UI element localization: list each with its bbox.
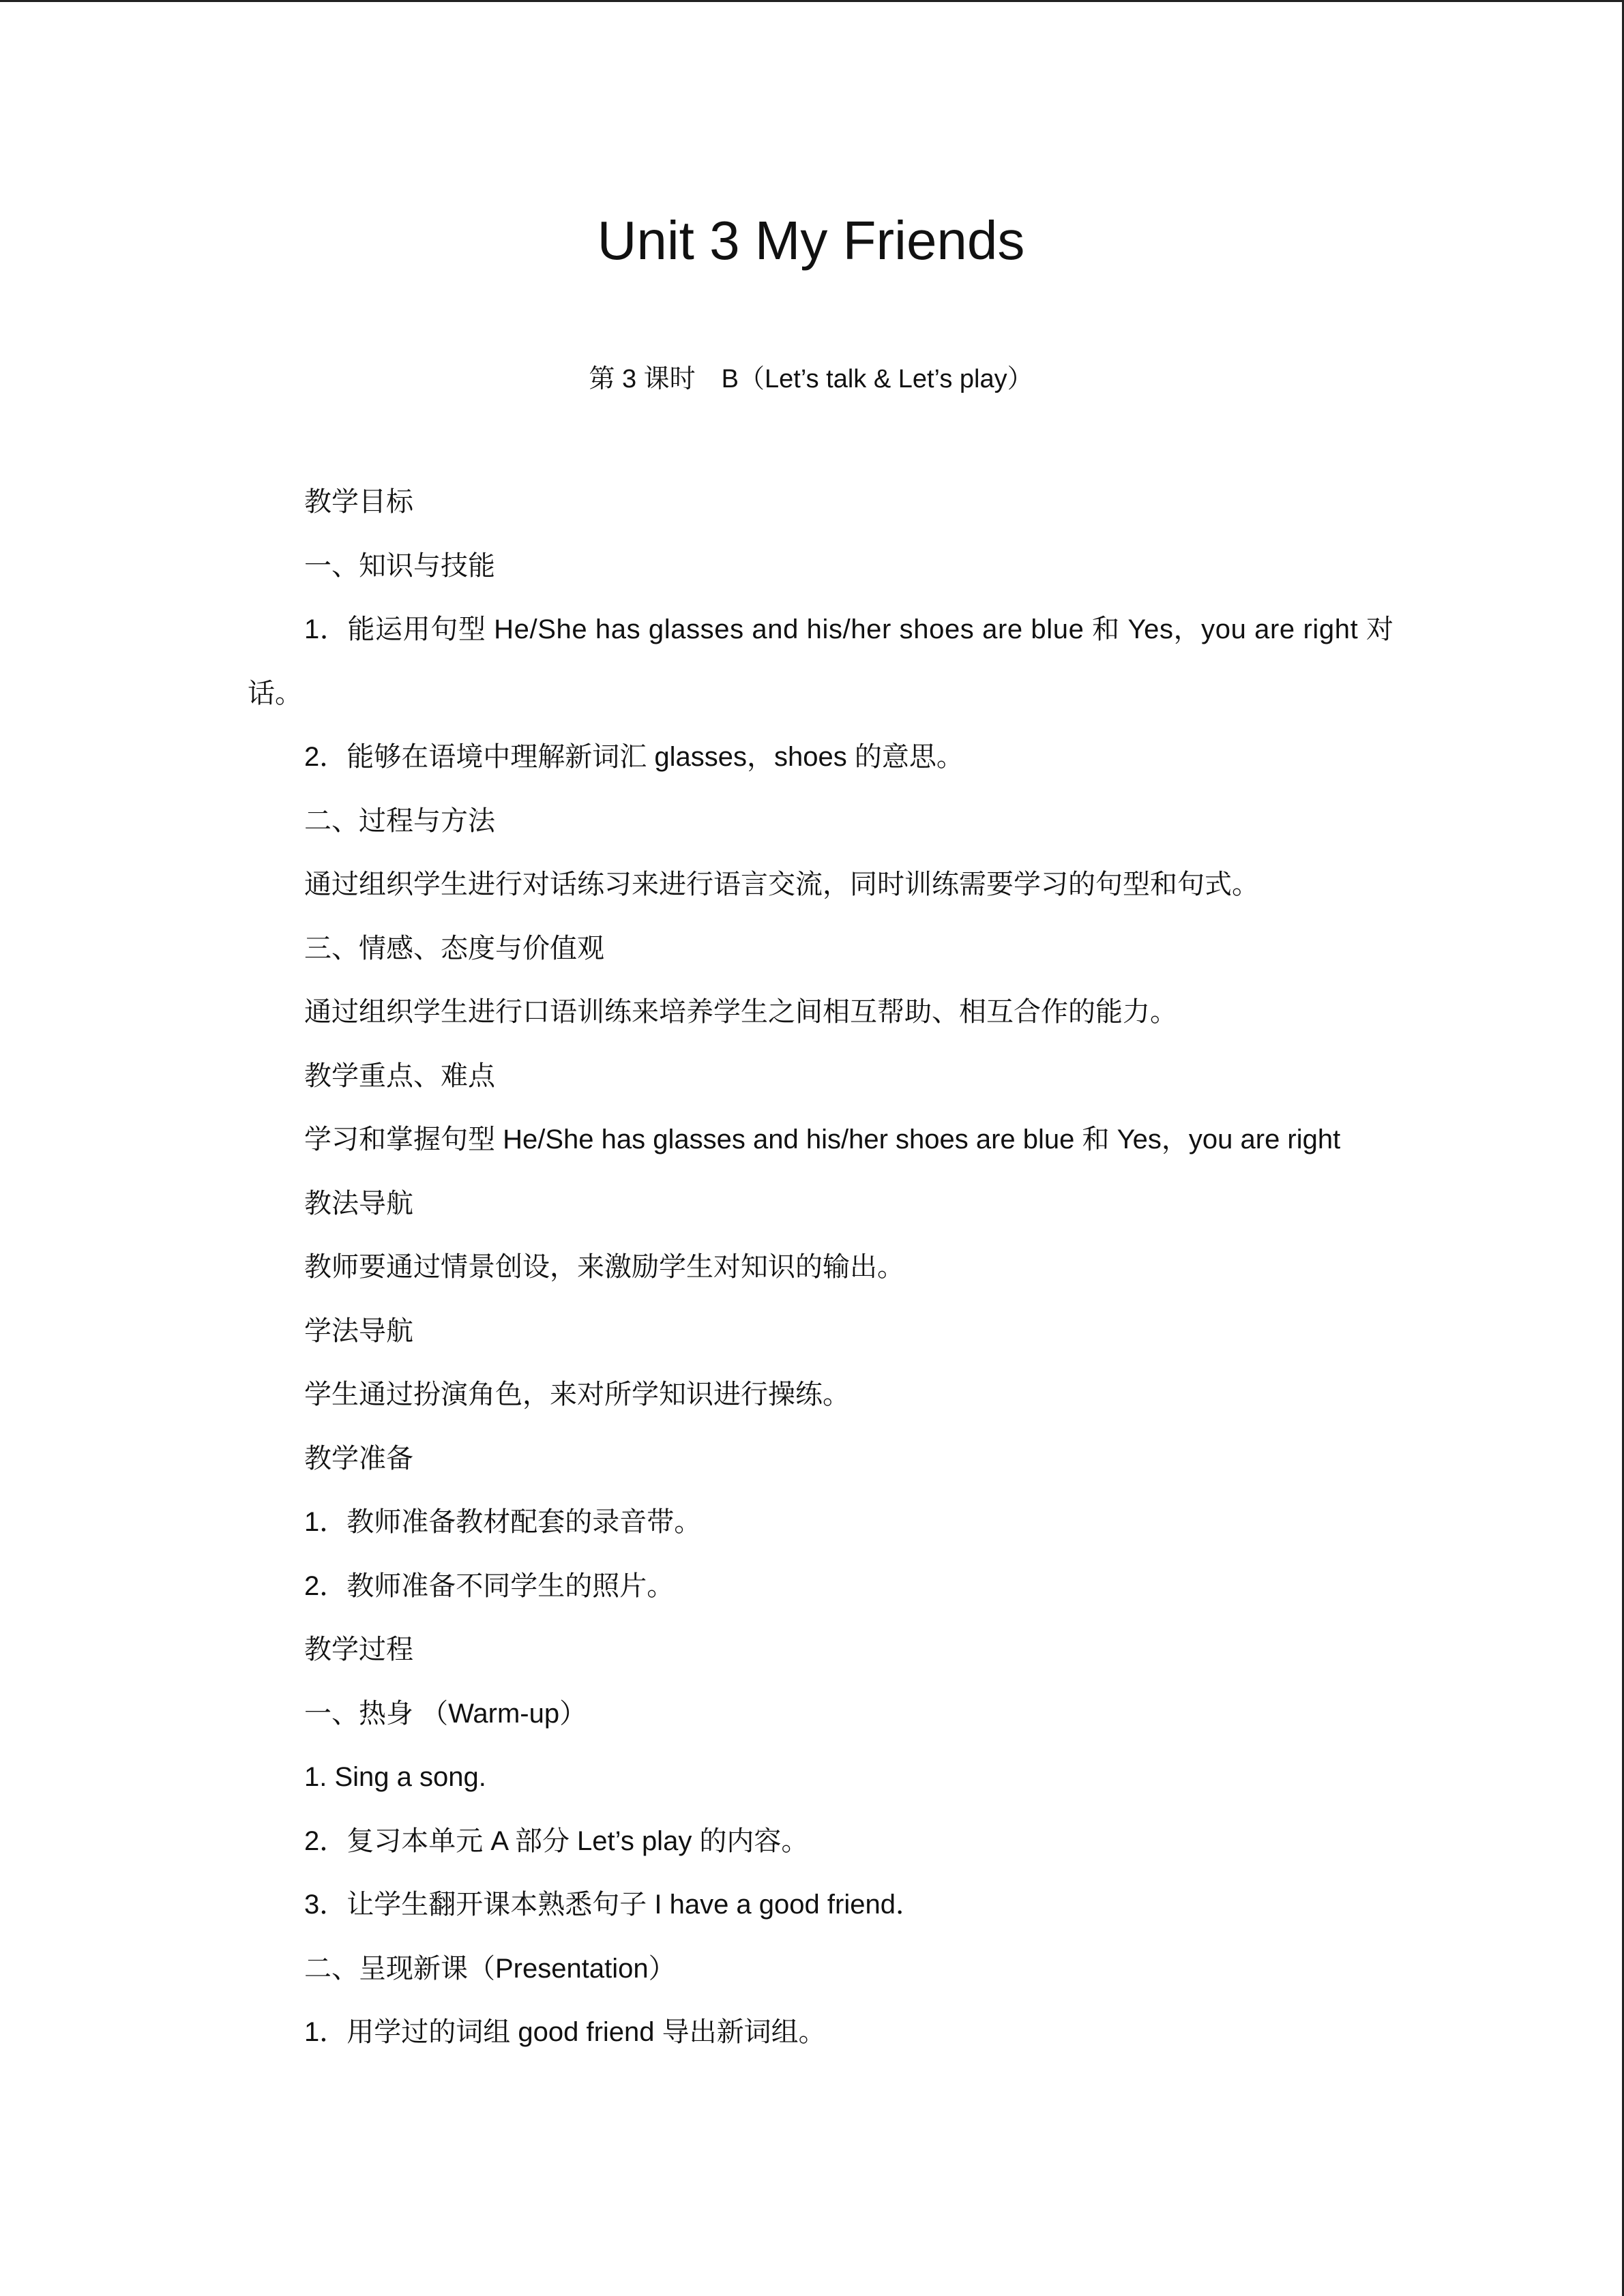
subsection-warm-up: 一、热身 （Warm-up） [304,1698,587,1729]
section-heading-procedure: 教学过程 [304,1635,413,1665]
subsection-emotion-values: 三、情感、态度与价值观 [304,933,604,964]
objective-item-2: 2．能够在语境中理解新词汇 glasses，shoes 的意思。 [304,742,964,772]
document-title: Unit 3 My Friends [597,210,1025,271]
preparation-item-1: 1．教师准备教材配套的录音带。 [304,1507,702,1537]
learning-guide-text: 学生通过扮演角色，来对所学知识进行操练。 [304,1380,850,1410]
key-points-text: 学习和掌握句型 He/She has glasses and his/her shoes are blue 和 Yes，you are right [304,1124,1341,1154]
emotion-values-text: 通过组织学生进行口语训练来培养学生之间相互帮助、相互合作的能力。 [304,997,1177,1027]
warm-up-item-2: 2．复习本单元 A 部分 Let’s play 的内容。 [304,1825,809,1856]
preparation-item-2: 2．教师准备不同学生的照片。 [304,1570,675,1601]
subsection-process-method: 二、过程与方法 [304,805,495,836]
objective-item-1: 1．能运用句型 He/She has glasses and his/her shoes are blue 和 Yes，you are right 对 [304,614,1394,644]
warm-up-item-3: 3．让学生翻开课本熟悉句子 I have a good friend． [304,1890,923,1920]
section-heading-learning-guide: 学法导航 [304,1315,413,1346]
section-heading-preparation: 教学准备 [304,1443,413,1474]
teaching-guide-text: 教师要通过情景创设，来激励学生对知识的输出。 [304,1252,904,1282]
subsection-knowledge-skills: 一、知识与技能 [304,550,495,581]
lesson-subtitle: 第 3 课时 B（Let’s talk & Let’s play） [589,365,1033,393]
process-method-text: 通过组织学生进行对话练习来进行语言交流，同时训练需要学习的句型和句式。 [304,869,1259,899]
section-heading-teaching-guide: 教法导航 [304,1188,413,1219]
subsection-presentation: 二、呈现新课（Presentation） [304,1953,676,1984]
warm-up-item-1: 1. Sing a song. [304,1762,486,1792]
section-heading-key-points: 教学重点、难点 [304,1060,495,1091]
presentation-item-1: 1．用学过的词组 good friend 导出新词组。 [304,2017,826,2047]
document-body [248,482,1394,2076]
section-heading-objectives: 教学目标 [304,487,413,517]
objective-item-1-continued: 话。 [248,678,302,709]
